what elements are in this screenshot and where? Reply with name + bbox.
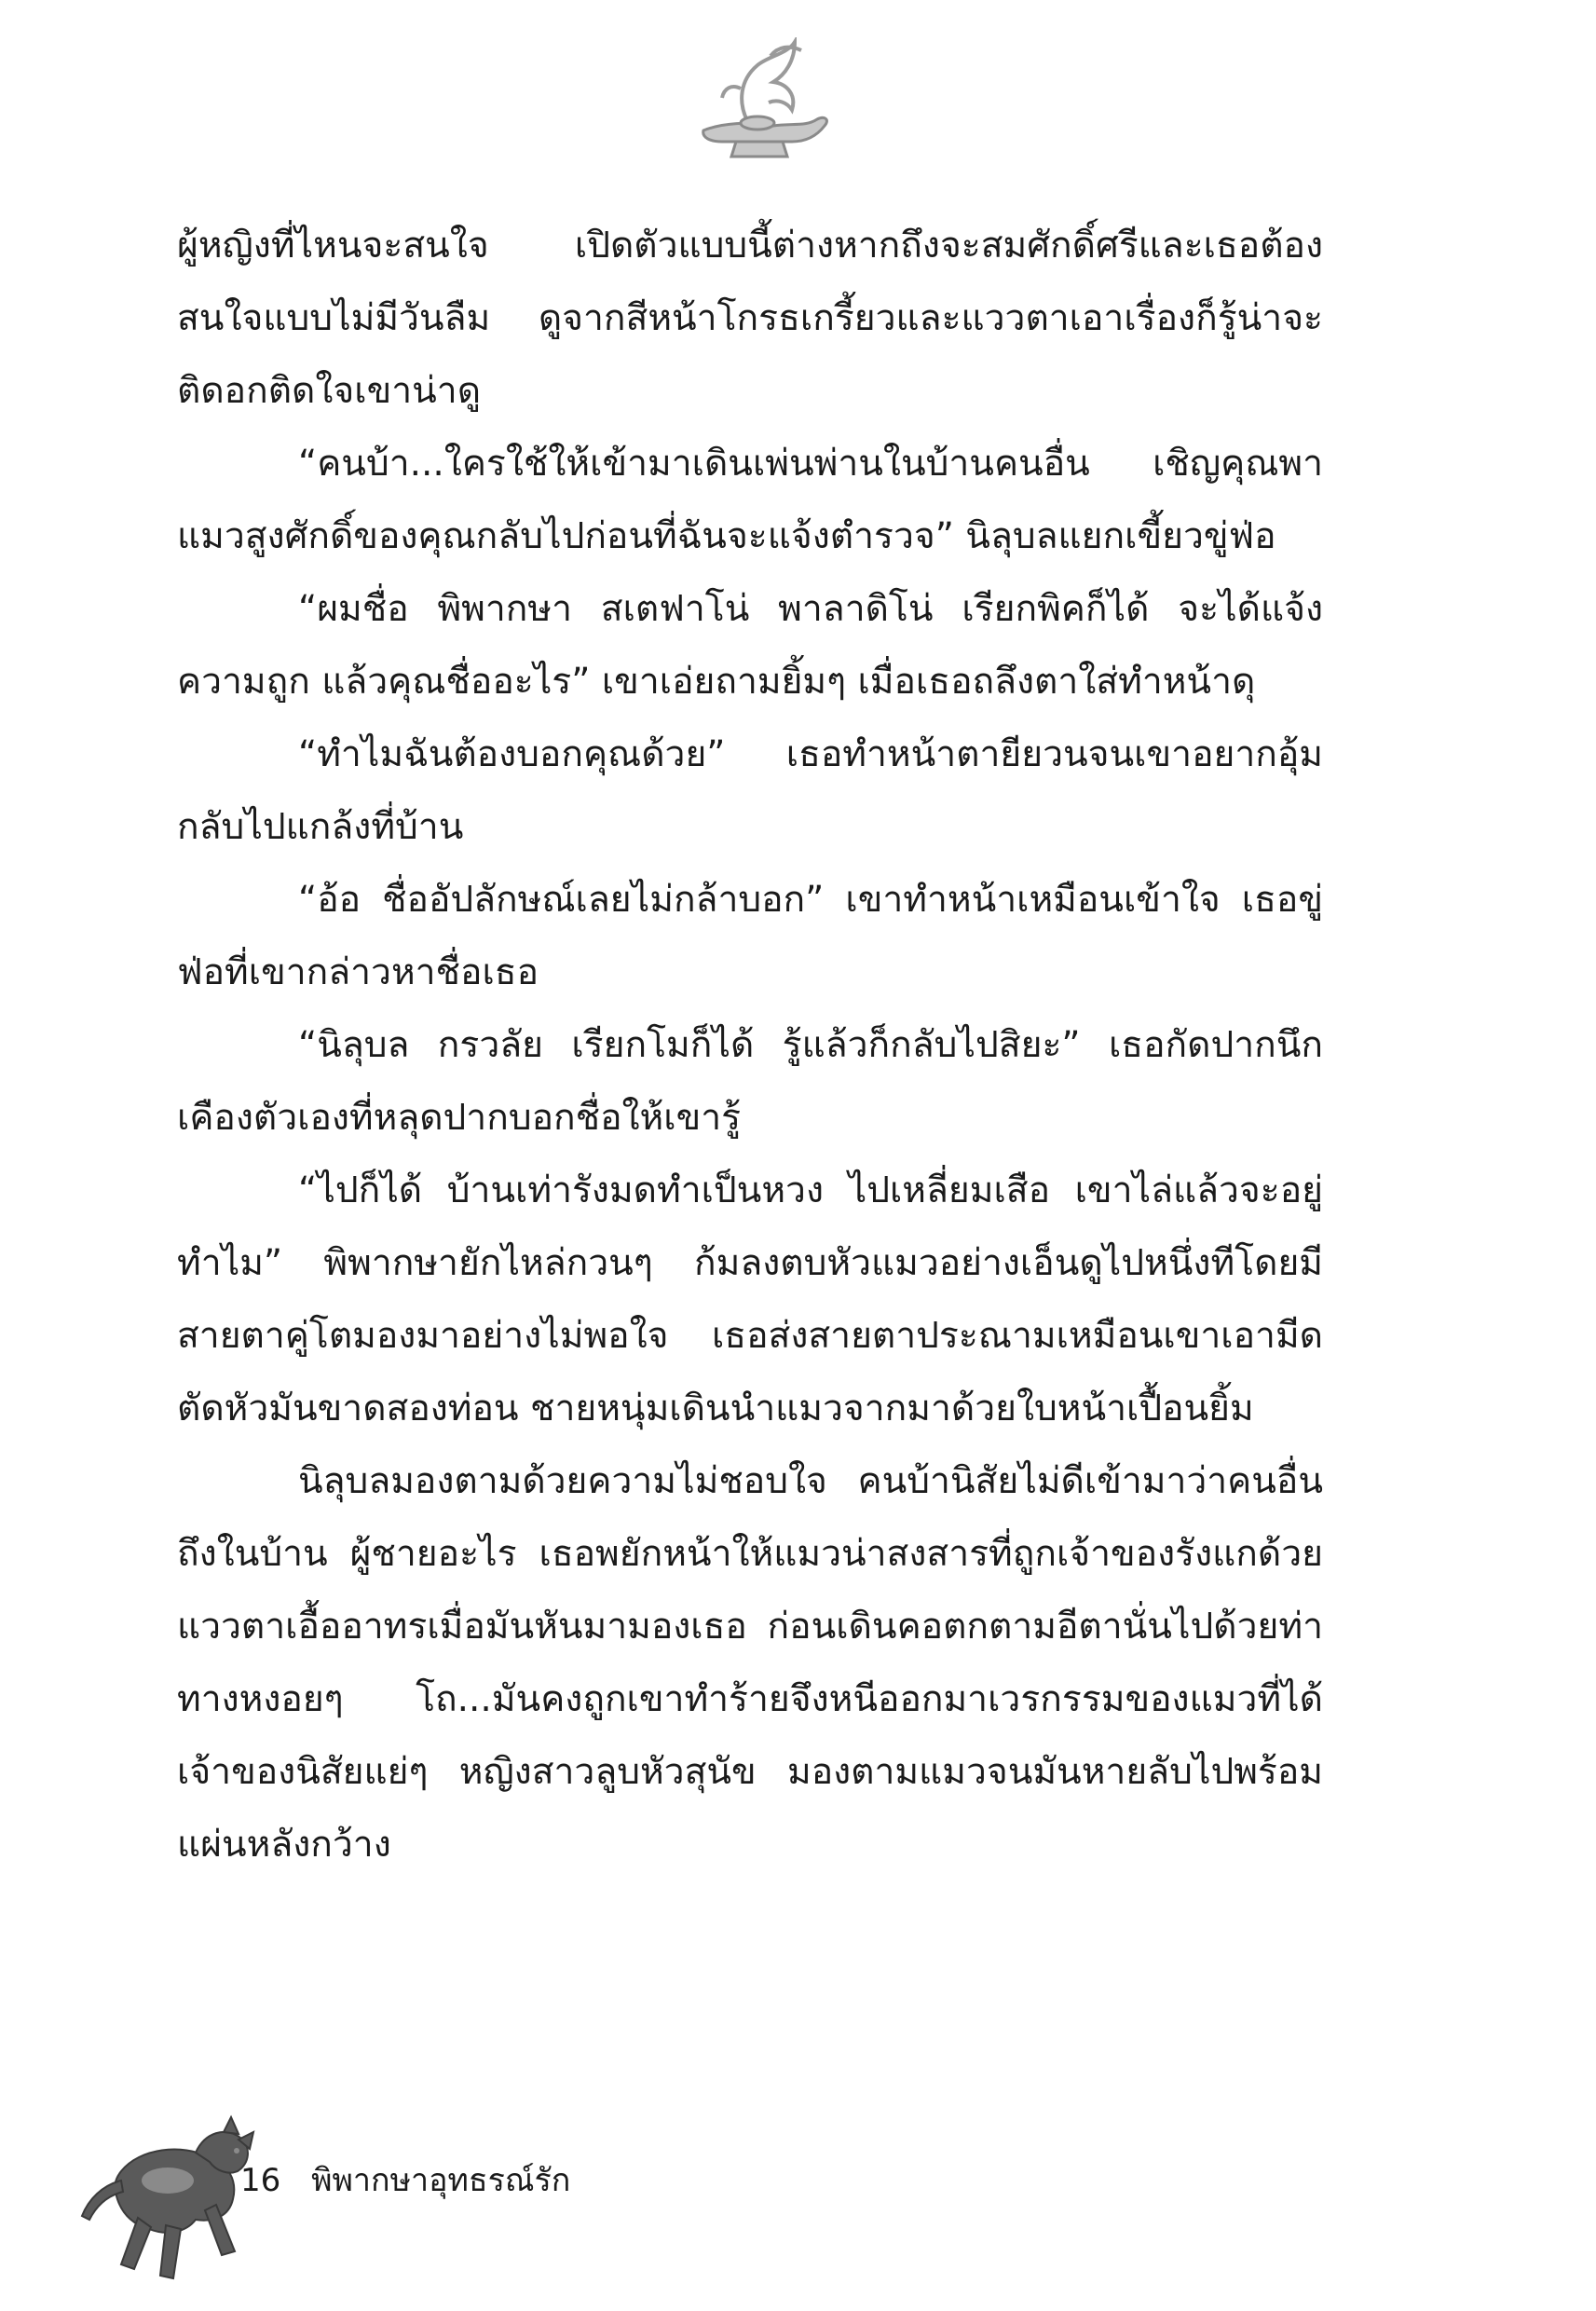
- dog-icon: [56, 2106, 270, 2292]
- paragraph: “อ้อ ชื่ออัปลักษณ์เลยไม่กล้าบอก” เขาทำหน้าเหมือนเข้าใจ เธอขู่ฟ่อที่เขากล่าวหาชื่อเธอ: [177, 879, 1323, 993]
- page-folio: [240, 2162, 570, 2199]
- paragraph: “ทำไมฉันต้องบอกคุณด้วย” เธอทำหน้าตายียวนจนเขาอยากอุ้มกลับไปแกล้งที่บ้าน: [177, 733, 1323, 848]
- paragraph: “คนบ้า...ใครใช้ให้เข้ามาเดินเพ่นพ่านในบ้านคนอื่น เชิญคุณพาแมวสูงศักดิ์ของคุณกลับไปก่อนที่ฉันจะแจ้งตำรวจ” นิลุบลแยกเขี้ยวขู่ฟ่อ: [177, 443, 1323, 557]
- paragraph: “ผมชื่อ พิพากษา สเตฟาโน่ พาลาดิโน่ เรียกพิคก็ได้ จะได้แจ้งความถูก แล้วคุณชื่ออะไร” เขาเอ่ยถามยิ้มๆ เมื่อเธอถลึงตาใส่ทำหน้าดุ: [177, 588, 1323, 703]
- genie-lamp-icon: [685, 37, 834, 168]
- page-footer: [0, 2106, 1596, 2311]
- page-number: 16: [240, 2162, 281, 2199]
- book-title: พิพากษาอุทธรณ์รัก: [311, 2162, 571, 2199]
- paragraph: “นิลุบล กรวลัย เรียกโมก็ได้ รู้แล้วก็กลับไปสิยะ” เธอกัดปากนึกเคืองตัวเองที่หลุดปากบอกชื่อให้เขารู้: [177, 1024, 1323, 1139]
- paragraph: ผู้หญิงที่ไหนจะสนใจ เปิดตัวแบบนี้ต่างหากถึงจะสมศักดิ์ศรีและเธอต้องสนใจแบบไม่มีวันลืม ดูจากสีหน้าโกรธเกรี้ยวและแววตาเอาเรื่องก็รู้น่าจะติดอกติดใจเขาน่าดู: [177, 225, 1323, 412]
- paragraph: นิลุบลมองตามด้วยความไม่ชอบใจ คนบ้านิสัยไม่ดีเข้ามาว่าคนอื่นถึงในบ้าน ผู้ชายอะไร เธอพยักหน้าให้แมวน่าสงสารที่ถูกเจ้าของรังแกด้วยแววตาเอื้ออาทรเมื่อมันหันมามองเธอ ก่อนเดินคอตกตามอีตานั่นไปด้วยท่าทางหงอยๆ โถ...มันคงถูกเขาทำร้ายจึงหนีออกมาเวรกรรมของแมวที่ได้เจ้าของนิสัยแย่ๆ หญิงสาวลูบหัวสุนัข มองตามแมวจนมันหายลับไปพร้อมแผ่นหลังกว้าง: [177, 1460, 1323, 1866]
- body-text: [177, 210, 1323, 2101]
- paragraph: “ไปก็ได้ บ้านเท่ารังมดทำเป็นหวง ไปเหลี่ยมเสือ เขาไล่แล้วจะอยู่ทำไม” พิพากษายักไหล่กวนๆ ก้มลงตบหัวแมวอย่างเอ็นดูไปหนึ่งทีโดยมีสายตาคู่โตมองมาอย่างไม่พอใจ เธอส่งสายตาประณามเหมือนเขาเอามีดตัดหัวมันขาดสองท่อน ชายหนุ่มเดินนำแมวจากมาด้วยใบหน้าเปื้อนยิ้ม: [177, 1169, 1323, 1429]
